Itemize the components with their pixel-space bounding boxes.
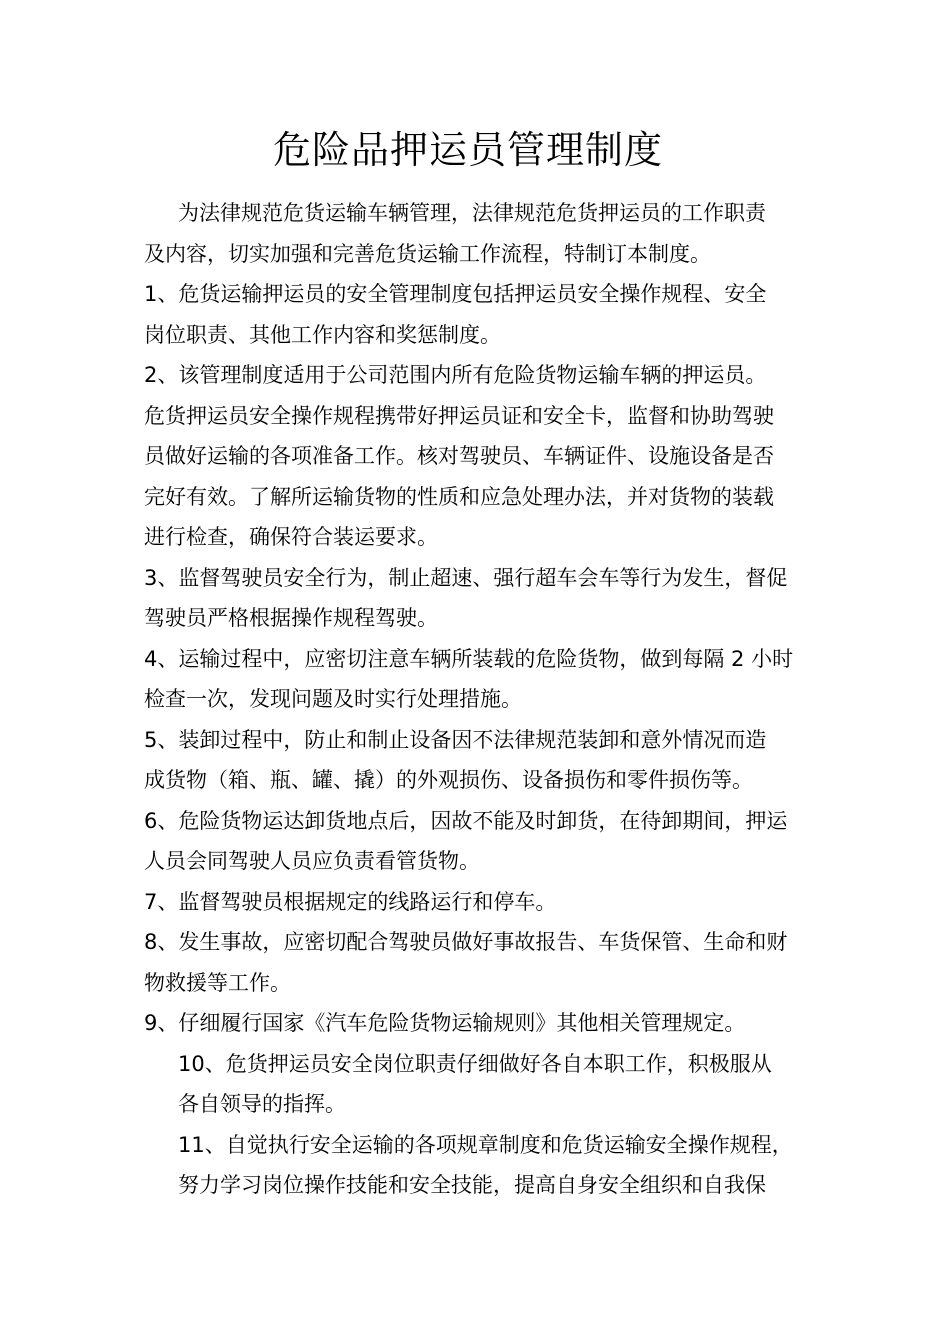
document-body <box>144 193 816 1206</box>
paragraph-line: 驾驶员严格根据操作规程驾驶。 <box>144 606 438 630</box>
paragraph-line: 10、危货押运员安全岗位职责仔细做好各自本职工作，积极服从 <box>178 1051 772 1076</box>
paragraph-line: 11、自觉执行安全运输的各项规章制度和危货运输安全操作规程， <box>178 1132 793 1157</box>
paragraph-line: 为法律规范危货运输车辆管理，法律规范危货押运员的工作职责 <box>178 201 766 225</box>
paragraph-line: 各自领导的指挥。 <box>178 1092 346 1116</box>
paragraph-line: 7、监督驾驶员根据规定的线路运行和停车。 <box>144 889 557 914</box>
paragraph-line: 5、装卸过程中，防止和制止设备因不法律规范装卸和意外情况而造 <box>144 727 767 752</box>
paragraph-line: 及内容，切实加强和完善危货运输工作流程，特制订本制度。 <box>144 241 711 266</box>
paragraph-line: 8、发生事故，应密切配合驾驶员做好事故报告、车货保管、生命和财 <box>144 930 788 954</box>
paragraph-line: 1、危货运输押运员的安全管理制度包括押运员安全操作规程、安全 <box>144 282 767 306</box>
paragraph-line: 危货押运员安全操作规程携带好押运员证和安全卡，监督和协助驾驶 <box>144 403 774 428</box>
paragraph-line: 努力学习岗位操作技能和安全技能，提高自身安全组织和自我保 <box>178 1173 766 1197</box>
paragraph-line: 4、运输过程中，应密切注意车辆所装载的危险货物，做到每隔 2 小时 <box>144 646 794 671</box>
paragraph-line: 3、监督驾驶员安全行为，制止超速、强行超车会车等行为发生，督促 <box>144 565 788 590</box>
paragraph-line: 9、仔细履行国家《汽车危险货物运输规则》其他相关管理规定。 <box>144 1011 746 1035</box>
paragraph-line: 人员会同驾驶人员应负责看管货物。 <box>144 849 480 873</box>
paragraph-line: 完好有效。了解所运输货物的性质和应急处理办法，并对货物的装载 <box>144 484 774 509</box>
paragraph-line: 检查一次，发现问题及时实行处理措施。 <box>144 687 522 711</box>
paragraph-line: 进行检查，确保符合装运要求。 <box>144 525 438 549</box>
paragraph-line: 物救援等工作。 <box>144 970 291 995</box>
paragraph-line: 成货物（箱、瓶、罐、撬）的外观损伤、设备损伤和零件损伤等。 <box>144 768 753 792</box>
document-title: 危险品押运员管理制度 <box>272 128 663 172</box>
paragraph-line: 员做好运输的各项准备工作。核对驾驶员、车辆证件、设施设备是否 <box>144 444 774 468</box>
paragraph-line: 2、该管理制度适用于公司范围内所有危险货物运输车辆的押运员。 <box>144 363 767 387</box>
paragraph-line: 岗位职责、其他工作内容和奖惩制度。 <box>144 322 501 347</box>
paragraph-line: 6、危险货物运达卸货地点后，因故不能及时卸货，在待卸期间，押运 <box>144 808 788 833</box>
